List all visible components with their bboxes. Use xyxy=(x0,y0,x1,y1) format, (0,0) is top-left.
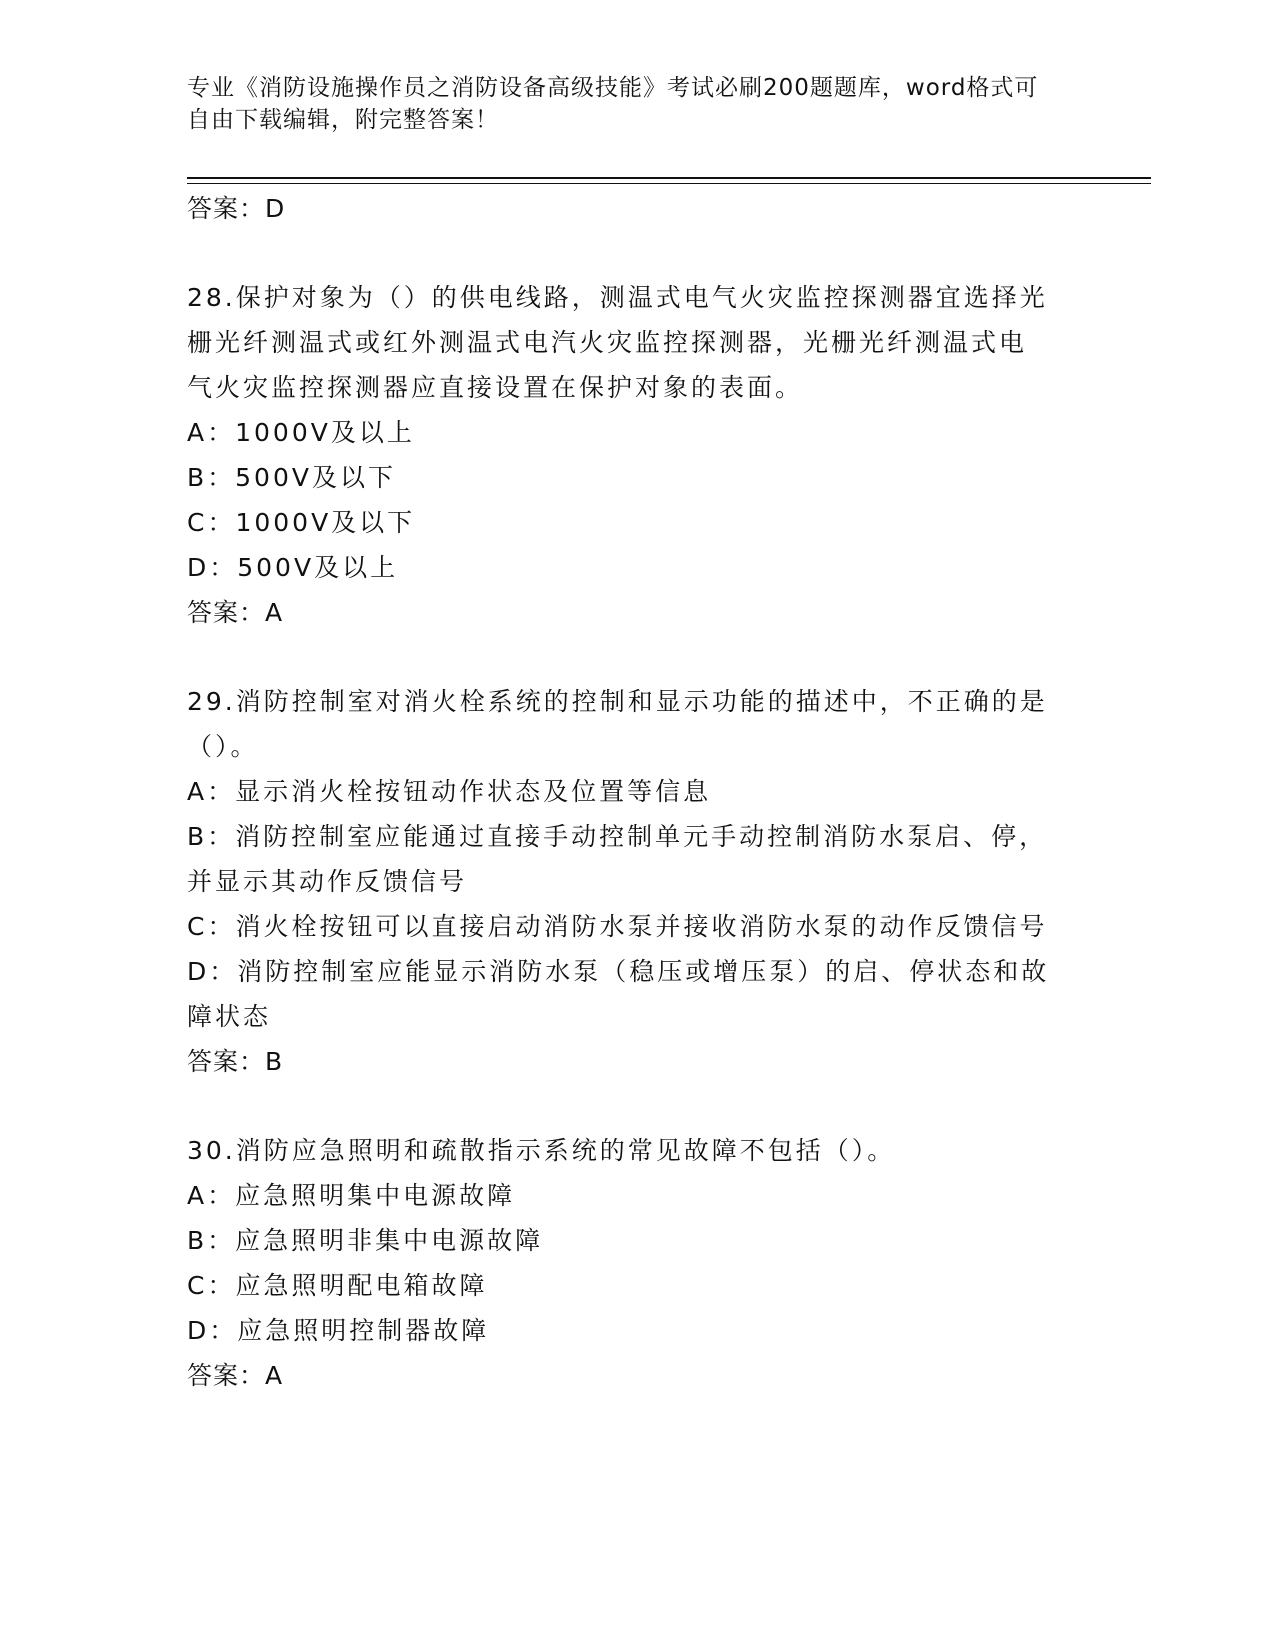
answer: 答案：A xyxy=(187,598,284,627)
option-a: A：1000V及以上 xyxy=(187,418,415,447)
option-b: B：消防控制室应能通过直接手动控制单元手动控制消防水泵启、停， xyxy=(187,822,1048,851)
option-b: B：应急照明非集中电源故障 xyxy=(187,1226,544,1255)
question-30 xyxy=(187,1128,1087,1398)
stem-line: 30.消防应急照明和疏散指示系统的常见故障不包括（）。 xyxy=(187,1136,896,1165)
document-header xyxy=(187,72,1087,136)
option-d-continued: 障状态 xyxy=(187,1002,272,1031)
option-d: D：消防控制室应能显示消防水泵（稳压或增压泵）的启、停状态和故 xyxy=(187,957,1050,986)
question-29 xyxy=(187,679,1087,1084)
option-a: A：显示消火栓按钮动作状态及位置等信息 xyxy=(187,777,712,806)
header-divider-thick xyxy=(187,177,1151,179)
answer: 答案：A xyxy=(187,1361,284,1390)
option-b-continued: 并显示其动作反馈信号 xyxy=(187,867,468,896)
previous-answer: 答案：D xyxy=(187,194,286,223)
question-stem xyxy=(187,679,1087,769)
header-divider-thin xyxy=(187,183,1151,184)
answer: 答案：B xyxy=(187,1047,284,1076)
option-b: B：500V及以下 xyxy=(187,463,396,492)
stem-line: 气火灾监控探测器应直接设置在保护对象的表面。 xyxy=(187,373,804,402)
header-line-1: 专业《消防设施操作员之消防设备高级技能》考试必刷200题题库，word格式可 xyxy=(187,75,1039,101)
option-d: D：应急照明控制器故障 xyxy=(187,1316,490,1345)
question-stem xyxy=(187,1128,1087,1173)
stem-line: （）。 xyxy=(187,732,259,761)
header-line-2: 自由下载编辑，附完整答案！ xyxy=(187,107,499,133)
stem-line: 栅光纤测温式或红外测温式电汽火灾监控探测器，光栅光纤测温式电 xyxy=(187,328,1028,357)
option-c: C：消火栓按钮可以直接启动消防水泵并接收消防水泵的动作反馈信号 xyxy=(187,912,1048,941)
option-c: C：应急照明配电箱故障 xyxy=(187,1271,488,1300)
stem-line: 28.保护对象为（）的供电线路，测温式电气火灾监控探测器宜选择光 xyxy=(187,283,1048,312)
document-body xyxy=(187,186,1087,1398)
option-a: A：应急照明集中电源故障 xyxy=(187,1181,516,1210)
option-c: C：1000V及以下 xyxy=(187,508,416,537)
option-d: D：500V及以上 xyxy=(187,553,399,582)
stem-line: 29.消防控制室对消火栓系统的控制和显示功能的描述中，不正确的是 xyxy=(187,687,1048,716)
question-28 xyxy=(187,275,1087,635)
question-stem xyxy=(187,275,1087,410)
